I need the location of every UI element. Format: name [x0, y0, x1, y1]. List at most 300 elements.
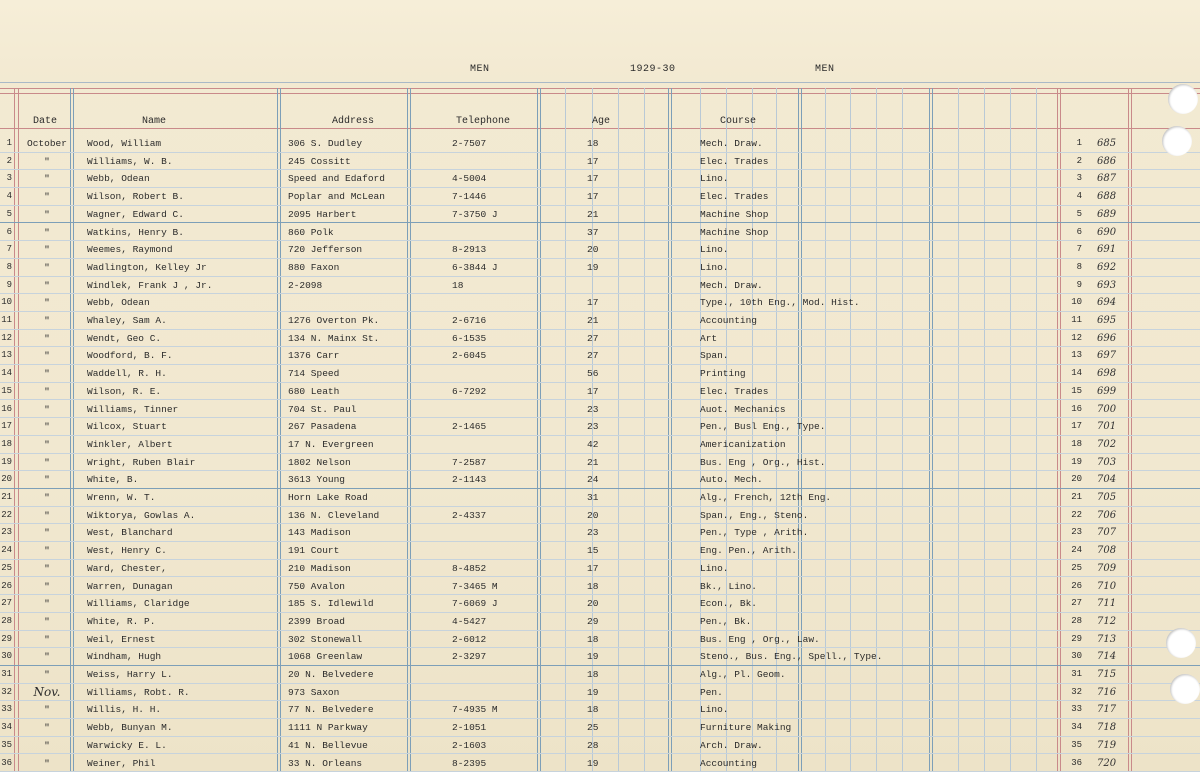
age-cell: 21 — [587, 312, 598, 330]
handwritten-number: 712 — [1097, 613, 1116, 631]
date-cell: " — [22, 312, 72, 330]
course-cell: Elec. Trades — [700, 153, 768, 171]
course-cell: Elec. Trades — [700, 188, 768, 206]
name-cell: Whaley, Sam A. — [87, 312, 167, 330]
address-cell: 714 Speed — [288, 365, 339, 383]
row-number: 3 — [1062, 170, 1082, 188]
date-cell: October — [22, 135, 72, 153]
age-cell: 19 — [587, 648, 598, 666]
row-number: 14 — [1062, 365, 1082, 383]
date-cell: " — [22, 401, 72, 419]
col-header-course: Course — [720, 116, 756, 127]
age-cell: 24 — [587, 471, 598, 489]
line-number: 17 — [0, 418, 12, 436]
binder-hole — [1166, 628, 1196, 658]
col-header-telephone: Telephone — [456, 116, 510, 127]
line-number: 10 — [0, 294, 12, 312]
row-number: 26 — [1062, 578, 1082, 596]
row-number: 20 — [1062, 471, 1082, 489]
line-number: 15 — [0, 383, 12, 401]
address-cell: 185 S. Idlewild — [288, 595, 374, 613]
row-number: 35 — [1062, 737, 1082, 755]
handwritten-number: 703 — [1097, 454, 1116, 472]
name-cell: Windham, Hugh — [87, 648, 161, 666]
row-number: 19 — [1062, 454, 1082, 472]
date-cell: " — [22, 206, 72, 224]
address-cell: 2095 Harbert — [288, 206, 356, 224]
course-cell: Mech. Draw. — [700, 135, 763, 153]
course-cell: Type., 10th Eng., Mod. Hist. — [700, 294, 860, 312]
line-number: 30 — [0, 648, 12, 666]
table-row — [0, 578, 1200, 596]
table-row — [0, 188, 1200, 206]
date-cell: " — [22, 153, 72, 171]
telephone-cell: 2-1465 — [452, 418, 486, 436]
course-cell: Alg., French, 12th Eng. — [700, 489, 831, 507]
line-number: 12 — [0, 330, 12, 348]
row-number: 34 — [1062, 719, 1082, 737]
line-number: 23 — [0, 524, 12, 542]
table-row — [0, 631, 1200, 649]
name-cell: Weemes, Raymond — [87, 241, 173, 259]
telephone-cell: 2-1051 — [452, 719, 486, 737]
telephone-cell: 6-1535 — [452, 330, 486, 348]
table-row — [0, 436, 1200, 454]
course-cell: Accounting — [700, 312, 757, 330]
line-number: 5 — [0, 206, 12, 224]
name-cell: Wood, William — [87, 135, 161, 153]
handwritten-number: 686 — [1097, 153, 1116, 171]
table-row — [0, 454, 1200, 472]
address-cell: 245 Cossitt — [288, 153, 351, 171]
handwritten-number: 705 — [1097, 489, 1116, 507]
table-row — [0, 560, 1200, 578]
date-cell: " — [22, 259, 72, 277]
line-number: 29 — [0, 631, 12, 649]
table-row — [0, 294, 1200, 312]
handwritten-number: 709 — [1097, 560, 1116, 578]
age-cell: 20 — [587, 241, 598, 259]
course-cell: Americanization — [700, 436, 786, 454]
rule — [0, 82, 1200, 83]
row-number: 10 — [1062, 294, 1082, 312]
header-right: MEN — [815, 64, 835, 75]
telephone-cell: 8-4852 — [452, 560, 486, 578]
telephone-cell: 7-2587 — [452, 454, 486, 472]
row-number: 18 — [1062, 436, 1082, 454]
handwritten-number: 716 — [1097, 684, 1116, 702]
telephone-cell: 2-6716 — [452, 312, 486, 330]
line-number: 16 — [0, 401, 12, 419]
date-cell: " — [22, 188, 72, 206]
course-cell: Auto. Mech. — [700, 471, 763, 489]
handwritten-number: 693 — [1097, 277, 1116, 295]
age-cell: 17 — [587, 383, 598, 401]
age-cell: 19 — [587, 259, 598, 277]
handwritten-number: 718 — [1097, 719, 1116, 737]
date-cell: " — [22, 471, 72, 489]
line-number: 8 — [0, 259, 12, 277]
row-number: 23 — [1062, 524, 1082, 542]
date-cell: " — [22, 578, 72, 596]
address-cell: 33 N. Orleans — [288, 755, 362, 772]
course-cell: Pen., Busl Eng., Type. — [700, 418, 825, 436]
line-number: 27 — [0, 595, 12, 613]
row-number: 11 — [1062, 312, 1082, 330]
address-cell: 750 Avalon — [288, 578, 345, 596]
age-cell: 42 — [587, 436, 598, 454]
line-number: 11 — [0, 312, 12, 330]
header-left: MEN — [470, 64, 490, 75]
date-cell: " — [22, 631, 72, 649]
handwritten-number: 719 — [1097, 737, 1116, 755]
age-cell: 17 — [587, 153, 598, 171]
date-cell: " — [22, 454, 72, 472]
handwritten-number: 697 — [1097, 347, 1116, 365]
handwritten-number: 691 — [1097, 241, 1116, 259]
table-row — [0, 401, 1200, 419]
page-top-margin — [0, 0, 1200, 88]
line-number: 9 — [0, 277, 12, 295]
handwritten-number: 688 — [1097, 188, 1116, 206]
rule — [0, 93, 1200, 94]
date-cell: " — [22, 666, 72, 684]
date-cell: " — [22, 755, 72, 772]
course-cell: Machine Shop — [700, 224, 768, 242]
course-cell: Pen., Bk. — [700, 613, 751, 631]
table-row — [0, 277, 1200, 295]
row-number: 7 — [1062, 241, 1082, 259]
course-cell: Bus. Eng , Org., Hist. — [700, 454, 825, 472]
name-cell: Willis, H. H. — [87, 701, 161, 719]
address-cell: 302 Stonewall — [288, 631, 362, 649]
course-cell: Bus. Eng , Org., Law. — [700, 631, 820, 649]
table-row — [0, 206, 1200, 224]
date-cell: " — [22, 701, 72, 719]
rule — [0, 128, 1200, 129]
age-cell: 18 — [587, 135, 598, 153]
name-cell: Webb, Odean — [87, 294, 150, 312]
line-number: 22 — [0, 507, 12, 525]
table-row — [0, 312, 1200, 330]
table-row — [0, 524, 1200, 542]
line-number: 3 — [0, 170, 12, 188]
row-number: 33 — [1062, 701, 1082, 719]
name-cell: White, R. P. — [87, 613, 155, 631]
date-cell: " — [22, 436, 72, 454]
table-row — [0, 170, 1200, 188]
age-cell: 23 — [587, 524, 598, 542]
handwritten-number: 698 — [1097, 365, 1116, 383]
age-cell: 27 — [587, 347, 598, 365]
name-cell: Wrenn, W. T. — [87, 489, 155, 507]
row-number: 9 — [1062, 277, 1082, 295]
address-cell: 20 N. Belvedere — [288, 666, 374, 684]
age-cell: 29 — [587, 613, 598, 631]
address-cell: 3613 Young — [288, 471, 345, 489]
name-cell: Waddell, R. H. — [87, 365, 167, 383]
age-cell: 20 — [587, 507, 598, 525]
address-cell: 1276 Overton Pk. — [288, 312, 379, 330]
line-number: 33 — [0, 701, 12, 719]
telephone-cell: 7-3750 J — [452, 206, 498, 224]
date-cell: " — [22, 595, 72, 613]
address-cell: 1068 Greenlaw — [288, 648, 362, 666]
header-year: 1929-30 — [630, 64, 676, 75]
name-cell: Woodford, B. F. — [87, 347, 173, 365]
handwritten-number: 699 — [1097, 383, 1116, 401]
age-cell: 25 — [587, 719, 598, 737]
age-cell: 18 — [587, 666, 598, 684]
table-row — [0, 383, 1200, 401]
line-number: 35 — [0, 737, 12, 755]
table-row — [0, 259, 1200, 277]
table-row — [0, 595, 1200, 613]
line-number: 25 — [0, 560, 12, 578]
course-cell: Lino. — [700, 701, 729, 719]
course-cell: Accounting — [700, 755, 757, 772]
handwritten-number: 707 — [1097, 524, 1116, 542]
address-cell: 1111 N Parkway — [288, 719, 368, 737]
date-cell: " — [22, 241, 72, 259]
row-number: 31 — [1062, 666, 1082, 684]
telephone-cell: 18 — [452, 277, 463, 295]
date-cell: " — [22, 542, 72, 560]
age-cell: 19 — [587, 755, 598, 772]
name-cell: Weiner, Phil — [87, 755, 155, 772]
course-cell: Span. — [700, 347, 729, 365]
line-number: 36 — [0, 755, 12, 772]
table-row — [0, 737, 1200, 755]
course-cell: Eng. Pen., Arith. — [700, 542, 797, 560]
row-number: 25 — [1062, 560, 1082, 578]
row-number: 22 — [1062, 507, 1082, 525]
line-number: 24 — [0, 542, 12, 560]
telephone-cell: 6-7292 — [452, 383, 486, 401]
course-cell: Machine Shop — [700, 206, 768, 224]
telephone-cell: 2-6012 — [452, 631, 486, 649]
date-cell: Nov. — [22, 684, 72, 702]
handwritten-number: 696 — [1097, 330, 1116, 348]
binder-hole — [1168, 84, 1198, 114]
address-cell: 17 N. Evergreen — [288, 436, 374, 454]
table-row — [0, 135, 1200, 153]
binder-hole — [1170, 674, 1200, 704]
table-row — [0, 365, 1200, 383]
table-row — [0, 701, 1200, 719]
address-cell: 973 Saxon — [288, 684, 339, 702]
name-cell: Wagner, Edward C. — [87, 206, 184, 224]
course-cell: Elec. Trades — [700, 383, 768, 401]
handwritten-number: 685 — [1097, 135, 1116, 153]
date-cell: " — [22, 330, 72, 348]
handwritten-number: 695 — [1097, 312, 1116, 330]
address-cell: 680 Leath — [288, 383, 339, 401]
address-cell: 41 N. Bellevue — [288, 737, 368, 755]
line-number: 18 — [0, 436, 12, 454]
name-cell: Weil, Ernest — [87, 631, 155, 649]
handwritten-number: 687 — [1097, 170, 1116, 188]
line-number: 6 — [0, 224, 12, 242]
handwritten-number: 690 — [1097, 224, 1116, 242]
telephone-cell: 2-1603 — [452, 737, 486, 755]
address-cell: 1802 Nelson — [288, 454, 351, 472]
table-row — [0, 613, 1200, 631]
name-cell: Weiss, Harry L. — [87, 666, 173, 684]
address-cell: 306 S. Dudley — [288, 135, 362, 153]
date-cell: " — [22, 383, 72, 401]
line-number: 20 — [0, 471, 12, 489]
table-row — [0, 418, 1200, 436]
age-cell: 17 — [587, 188, 598, 206]
name-cell: Wilson, Robert B. — [87, 188, 184, 206]
age-cell: 27 — [587, 330, 598, 348]
table-row — [0, 542, 1200, 560]
date-cell: " — [22, 347, 72, 365]
address-cell: 860 Polk — [288, 224, 334, 242]
address-cell: 704 St. Paul — [288, 401, 356, 419]
name-cell: Ward, Chester, — [87, 560, 167, 578]
course-cell: Span., Eng., Steno. — [700, 507, 808, 525]
handwritten-number: 704 — [1097, 471, 1116, 489]
row-number: 30 — [1062, 648, 1082, 666]
telephone-cell: 7-3465 M — [452, 578, 498, 596]
table-row — [0, 666, 1200, 684]
date-cell: " — [22, 560, 72, 578]
date-cell: " — [22, 648, 72, 666]
col-header-date: Date — [33, 116, 57, 127]
date-cell: " — [22, 418, 72, 436]
age-cell: 21 — [587, 454, 598, 472]
address-cell: 210 Madison — [288, 560, 351, 578]
name-cell: Watkins, Henry B. — [87, 224, 184, 242]
course-cell: Mech. Draw. — [700, 277, 763, 295]
address-cell: 1376 Carr — [288, 347, 339, 365]
address-cell: Horn Lake Road — [288, 489, 368, 507]
telephone-cell: 8-2913 — [452, 241, 486, 259]
name-cell: Warren, Dunagan — [87, 578, 173, 596]
name-cell: Williams, W. B. — [87, 153, 173, 171]
table-row — [0, 507, 1200, 525]
table-row — [0, 241, 1200, 259]
course-cell: Econ., Bk. — [700, 595, 757, 613]
course-cell: Pen., Type , Arith. — [700, 524, 808, 542]
row-number: 8 — [1062, 259, 1082, 277]
age-cell: 19 — [587, 684, 598, 702]
line-number: 7 — [0, 241, 12, 259]
row-number: 5 — [1062, 206, 1082, 224]
table-row — [0, 330, 1200, 348]
row-number: 36 — [1062, 755, 1082, 772]
course-cell: Auot. Mechanics — [700, 401, 786, 419]
age-cell: 17 — [587, 560, 598, 578]
date-cell: " — [22, 365, 72, 383]
line-number: 31 — [0, 666, 12, 684]
handwritten-number: 706 — [1097, 507, 1116, 525]
date-cell: " — [22, 737, 72, 755]
handwritten-number: 714 — [1097, 648, 1116, 666]
table-row — [0, 755, 1200, 772]
course-cell: Bk., Lino. — [700, 578, 757, 596]
course-cell: Lino. — [700, 241, 729, 259]
course-cell: Printing — [700, 365, 746, 383]
name-cell: Webb, Bunyan M. — [87, 719, 173, 737]
handwritten-number: 701 — [1097, 418, 1116, 436]
telephone-cell: 2-7507 — [452, 135, 486, 153]
col-header-name: Name — [142, 116, 166, 127]
address-cell: Poplar and McLean — [288, 188, 385, 206]
handwritten-number: 711 — [1097, 595, 1116, 613]
address-cell: 267 Pasadena — [288, 418, 356, 436]
name-cell: Windlek, Frank J , Jr. — [87, 277, 212, 295]
address-cell: 720 Jefferson — [288, 241, 362, 259]
handwritten-number: 717 — [1097, 701, 1116, 719]
line-number: 21 — [0, 489, 12, 507]
line-number: 34 — [0, 719, 12, 737]
course-cell: Pen. — [700, 684, 723, 702]
date-cell: " — [22, 170, 72, 188]
row-number: 2 — [1062, 153, 1082, 171]
address-cell: 134 N. Mainx St. — [288, 330, 379, 348]
telephone-cell: 7-4935 M — [452, 701, 498, 719]
col-header-age: Age — [592, 116, 610, 127]
line-number: 2 — [0, 153, 12, 171]
age-cell: 23 — [587, 401, 598, 419]
row-number: 17 — [1062, 418, 1082, 436]
handwritten-number: 700 — [1097, 401, 1116, 419]
row-number: 1 — [1062, 135, 1082, 153]
name-cell: Williams, Tinner — [87, 401, 178, 419]
date-cell: " — [22, 719, 72, 737]
table-row — [0, 684, 1200, 702]
age-cell: 18 — [587, 701, 598, 719]
line-number: 26 — [0, 578, 12, 596]
name-cell: Webb, Odean — [87, 170, 150, 188]
name-cell: West, Blanchard — [87, 524, 173, 542]
handwritten-number: 694 — [1097, 294, 1116, 312]
name-cell: Williams, Robt. R. — [87, 684, 190, 702]
name-cell: Wilcox, Stuart — [87, 418, 167, 436]
address-cell: 2399 Broad — [288, 613, 345, 631]
line-number: 1 — [0, 135, 12, 153]
telephone-cell: 6-3844 J — [452, 259, 498, 277]
address-cell: 880 Faxon — [288, 259, 339, 277]
line-number: 14 — [0, 365, 12, 383]
row-number: 15 — [1062, 383, 1082, 401]
handwritten-number: 713 — [1097, 631, 1116, 649]
handwritten-number: 710 — [1097, 578, 1116, 596]
table-row — [0, 153, 1200, 171]
age-cell: 17 — [587, 170, 598, 188]
table-row — [0, 471, 1200, 489]
age-cell: 23 — [587, 418, 598, 436]
address-cell: 2-2098 — [288, 277, 322, 295]
row-number: 29 — [1062, 631, 1082, 649]
age-cell: 18 — [587, 578, 598, 596]
row-number: 6 — [1062, 224, 1082, 242]
telephone-cell: 4-5004 — [452, 170, 486, 188]
course-cell: Arch. Draw. — [700, 737, 763, 755]
name-cell: Winkler, Albert — [87, 436, 173, 454]
date-cell: " — [22, 224, 72, 242]
row-number: 32 — [1062, 684, 1082, 702]
table-row — [0, 489, 1200, 507]
age-cell: 20 — [587, 595, 598, 613]
telephone-cell: 2-3297 — [452, 648, 486, 666]
name-cell: West, Henry C. — [87, 542, 167, 560]
table-row — [0, 648, 1200, 666]
age-cell: 17 — [587, 294, 598, 312]
